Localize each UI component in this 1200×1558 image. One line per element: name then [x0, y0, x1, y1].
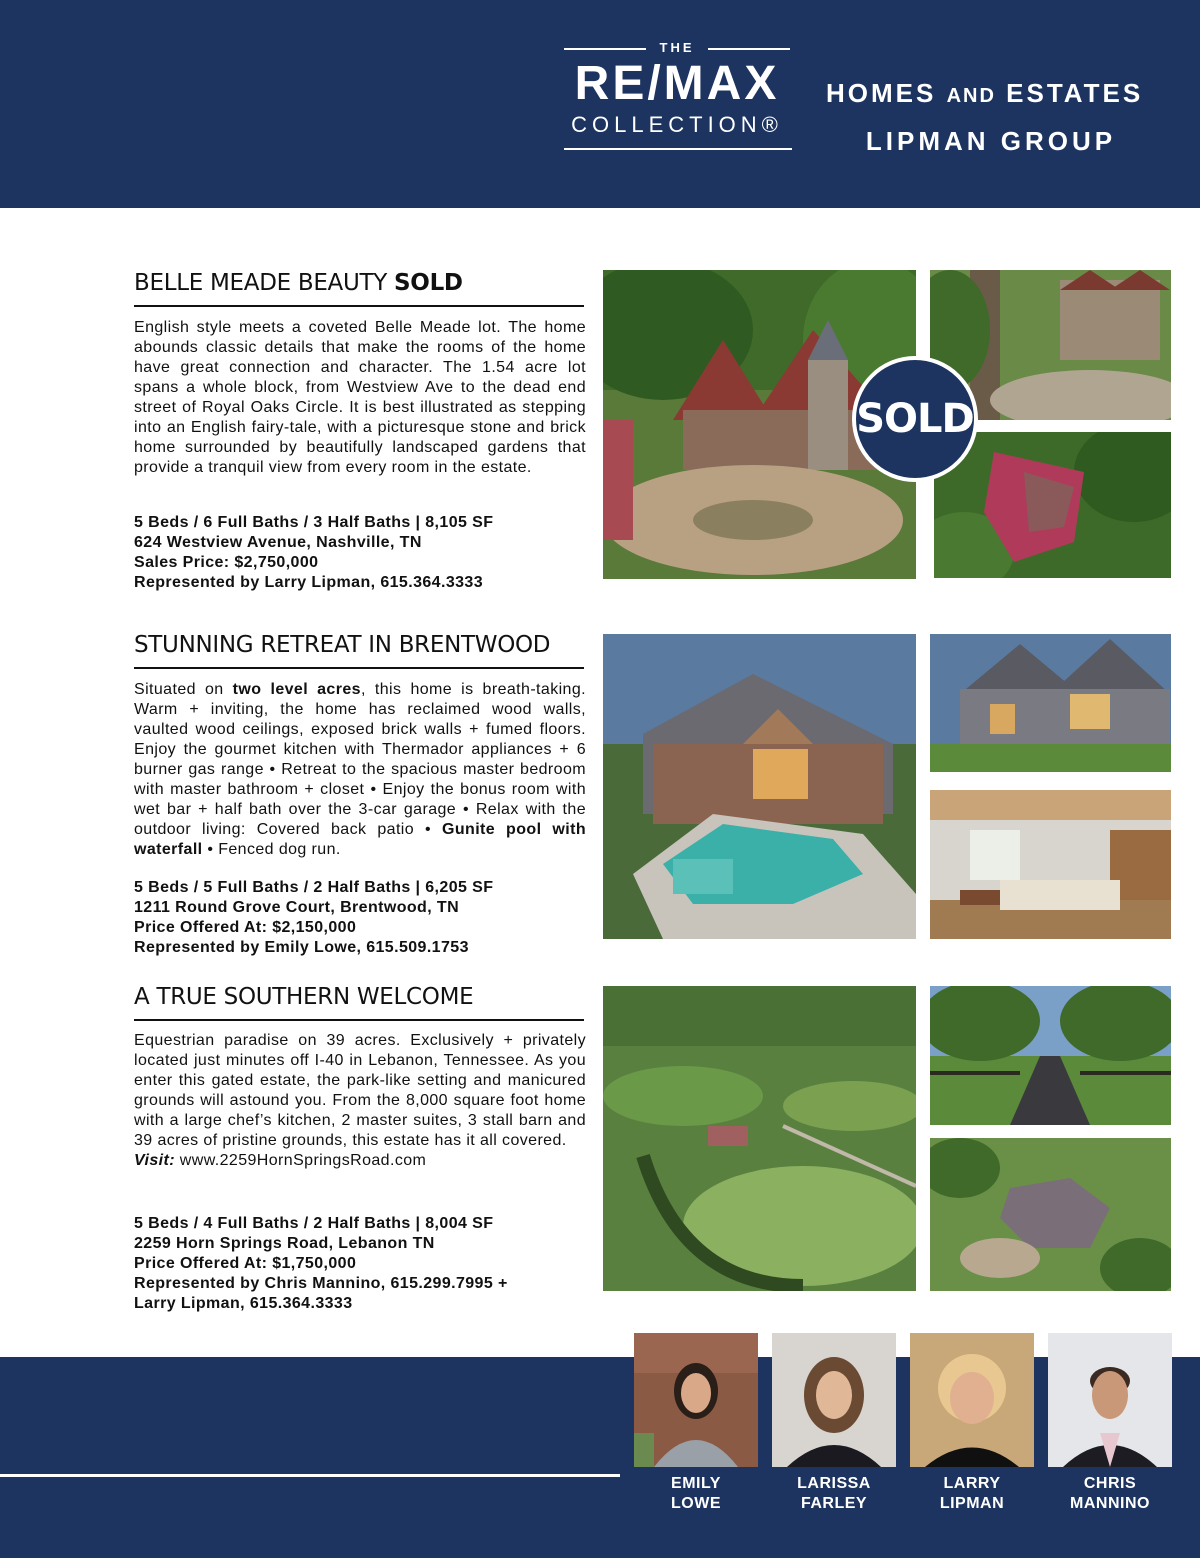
listing-facts: [134, 878, 594, 958]
listing-price: Price Offered At: $2,150,000: [134, 919, 357, 936]
title-divider: [134, 305, 584, 307]
logo-the-text: THE: [659, 40, 695, 55]
listing-specs: 5 Beds / 4 Full Baths / 2 Half Baths | 8,004 SF: [134, 1215, 494, 1232]
listing-price: Price Offered At: $1,750,000: [134, 1255, 357, 1272]
visit-url[interactable]: www.2259HornSpringsRoad.com: [174, 1152, 427, 1169]
listing-agent-2: Larry Lipman, 615.364.3333: [134, 1295, 353, 1312]
agent-name-larry-lipman: LARRY LIPMAN: [939, 1475, 1005, 1512]
agent-name-chris-mannino: CHRIS MANNINO: [1070, 1475, 1150, 1512]
photo-living-room: [930, 790, 1171, 939]
agent-photo-chris-mannino: [1048, 1333, 1172, 1467]
photo-aerial-roof: [934, 432, 1171, 578]
header-banner: [0, 0, 1200, 208]
agent-photo-emily-lowe: [634, 1333, 758, 1467]
listing-specs: 5 Beds / 5 Full Baths / 2 Half Baths | 6,205 SF: [134, 879, 494, 896]
agent-name-emily-lowe: EMILY LOWE: [671, 1475, 721, 1512]
photo-tree-lined-drive: [930, 986, 1171, 1125]
listing-facts: [134, 513, 594, 593]
logo-collection-text: COLLECTION®: [571, 112, 783, 137]
photo-pool-house: [603, 634, 916, 939]
listing-agent: Represented by Chris Mannino, 615.299.7995 +: [134, 1275, 508, 1292]
remax-collection-logo: [562, 38, 792, 150]
listing-title: BELLE MEADE BEAUTY SOLD: [134, 270, 463, 296]
listing-description: Equestrian paradise on 39 acres. Exclusively + privately located just minutes off I-40 in Lebanon, Tennessee. As you enter this gated estate, the park-like setting and manicured grounds will astound you. From the 8,000 square foot home with a large chef’s kitchen, 2 master suites, 3 stall barn and 39 acres of pristine grounds, this estate has it all covered. Visit: www.2259HornSpringsRoad.com: [134, 1032, 586, 1169]
agent-photo-larry-lipman: [910, 1333, 1034, 1467]
listing-facts: [134, 1214, 594, 1314]
listing-price: Sales Price: $2,750,000: [134, 554, 319, 571]
listing-agent: Represented by Emily Lowe, 615.509.1753: [134, 939, 469, 956]
footer-divider: [0, 1474, 620, 1477]
photo-aerial-house: [930, 1138, 1171, 1291]
agent-name-larissa-farley: LARISSA FARLEY: [797, 1475, 871, 1512]
photo-aerial-estate: [603, 986, 916, 1291]
sold-badge: SOLD: [852, 356, 978, 482]
listing-address: 1211 Round Grove Court, Brentwood, TN: [134, 899, 460, 916]
listing-address: 624 Westview Avenue, Nashville, TN: [134, 534, 422, 551]
title-divider: [134, 667, 584, 669]
listing-title: A TRUE SOUTHERN WELCOME: [134, 984, 474, 1010]
listing-description: Situated on two level acres, this home is breath-taking. Warm + inviting, the home has reclaimed wood walls, vaulted wood ceilings, exposed brick walls + fumed floors. Enjoy the gourmet kitchen with Thermador appliances + 6 burner gas range • Retreat to the spacious master bedroom with master bathroom + closet • Enjoy the bonus room with wet bar + half bath over the 3-car garage • Relax with the outdoor living: Covered back patio • Gunite pool with waterfall • Fenced dog run.: [134, 681, 586, 858]
brand-homes-and-estates: HOMES AND ESTATES: [826, 78, 1144, 108]
photo-stone-exterior: [930, 634, 1171, 772]
listing-address: 2259 Horn Springs Road, Lebanon TN: [134, 1235, 435, 1252]
brand-lipman-group: LIPMAN GROUP: [865, 126, 1117, 156]
visit-label: Visit:: [134, 1152, 175, 1169]
title-divider: [134, 1019, 584, 1021]
listing-title: STUNNING RETREAT IN BRENTWOOD: [134, 632, 551, 658]
agent-photo-larissa-farley: [772, 1333, 896, 1467]
logo-remax-text: RE/MAX: [574, 57, 780, 110]
listing-description: English style meets a coveted Belle Meade lot. The home abounds classic details that make the rooms of the home have great connection and character. The 1.54 acre lot spans a whole block, from Westview Ave to the dead end street of Royal Oaks Circle. It is best illustrated as stepping into an English fairy-tale, with a picturesque stone and brick home surrounded by beautifully landscaped gardens that provide a tranquil view from every room in the estate.: [134, 319, 586, 476]
listing-agent: Represented by Larry Lipman, 615.364.3333: [134, 574, 484, 591]
listing-specs: 5 Beds / 6 Full Baths / 3 Half Baths | 8,105 SF: [134, 514, 494, 531]
